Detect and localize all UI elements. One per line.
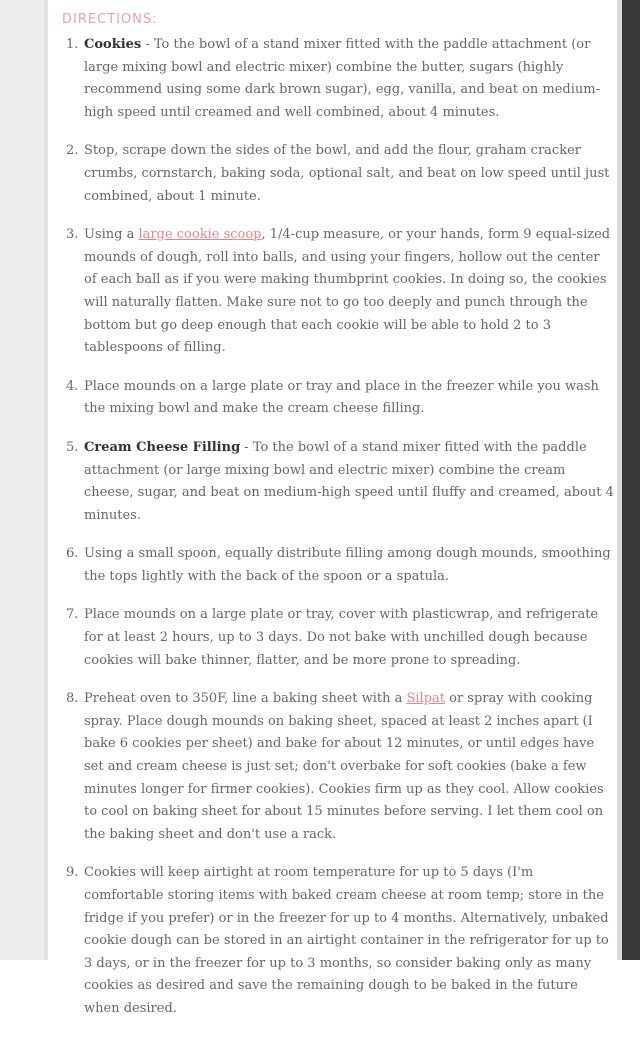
- scrollbar-track[interactable]: [622, 0, 640, 960]
- step-text: Cookies will keep airtight at room temperature for up to 5 days (I'm comfortable storing items with baked cream cheese at room temp; store in the fridge if you prefer) or in the freezer for up to 4 months. Alternatively, unbaked cookie dough can be stored in an airtight container in the refrigerator for up to 3 days, or in the freezer for up to 3 months, so consider baking only as many cookies as desired and save the remaining dough to be baked in the future when desired.: [84, 865, 609, 1016]
- step-text: Place mounds on a large plate or tray, cover with plasticwrap, and refrigerate for at least 2 hours, up to 3 days. Do not bake with unchilled dough because cookies will bake thinner, flatter, and be more prone to spreading.: [84, 607, 599, 668]
- step-text-post: or spray with cooking spray. Place dough mounds on baking sheet, spaced at least 2 inches apart (I bake 6 cookies per sheet) and bake for about 12 minutes, or until edges have set and cream cheese is just set; don't overbake for soft cookies (bake a few minutes longer for firmer cookies). Cookies firm up as they cool. Allow cookies to cool on baking sheet for about 15 minutes before serving. I let them cool on the baking sheet and don't use a rack.: [84, 691, 604, 842]
- step-title: Cream Cheese Filling: [84, 439, 241, 455]
- step-8: [62, 688, 614, 846]
- directions-section: [62, 12, 614, 1037]
- directions-heading: DIRECTIONS:: [62, 12, 158, 27]
- step-6: [62, 543, 614, 588]
- step-text: Place mounds on a large plate or tray and place in the freezer while you wash the mixing bowl and make the cream cheese filling.: [84, 378, 599, 417]
- step-4: [62, 376, 614, 421]
- left-margin-border: [44, 0, 48, 960]
- cookie-scoop-link[interactable]: large cookie scoop: [138, 227, 262, 243]
- step-number: 4.: [66, 378, 79, 394]
- step-text: Stop, scrape down the sides of the bowl, and add the flour, graham cracker crumbs, cornstarch, baking soda, optional salt, and beat on low speed until just combined, about 1 minute.: [84, 143, 610, 204]
- step-text: - To the bowl of a stand mixer fitted with the paddle attachment (or large mixing bowl and electric mixer) combine the cream cheese, sugar, and beat on medium-high speed until fluffy and creamed, about 4 minutes.: [84, 439, 614, 523]
- step-number: 9.: [66, 865, 79, 881]
- left-margin: [0, 0, 44, 960]
- step-number: 2.: [66, 143, 79, 159]
- step-5: [62, 437, 614, 527]
- step-number: 5.: [66, 439, 79, 455]
- step-2: [62, 140, 614, 208]
- silpat-link[interactable]: Silpat: [406, 691, 445, 707]
- step-number: 8.: [66, 691, 79, 707]
- step-number: 1.: [66, 37, 79, 52]
- step-title: Cookies: [84, 37, 142, 52]
- step-7: [62, 604, 614, 672]
- step-text-post: , 1/4-cup measure, or your hands, form 9 equal-sized mounds of dough, roll into balls, and using your fingers, hollow out the center of each ball as if you were making thumbprint cookies. In doing so, the cookies will naturally flatten. Make sure not to go too deeply and punch through the bottom but go deep enough that each cookie will be able to hold 2 to 3 tablespoons of filling.: [84, 227, 611, 356]
- step-number: 3.: [66, 227, 79, 243]
- step-9: [62, 862, 614, 1020]
- step-3: [62, 224, 614, 360]
- step-1: [62, 34, 614, 124]
- step-text-pre: Using a: [84, 227, 139, 243]
- directions-list: [62, 34, 614, 1021]
- step-text-pre: Preheat oven to 350F, line a baking sheet with a: [84, 691, 407, 707]
- step-number: 7.: [66, 607, 79, 623]
- step-text: Using a small spoon, equally distribute filling among dough mounds, smoothing the tops lightly with the back of the spoon or a spatula.: [84, 546, 611, 584]
- step-number: 6.: [66, 546, 79, 562]
- step-text: - To the bowl of a stand mixer fitted with the paddle attachment (or large mixing bowl and electric mixer) combine the butter, sugars (highly recommend using some dark brown sugar), egg, vanilla, and beat on medium-high speed until creamed and well combined, about 4 minutes.: [84, 37, 601, 120]
